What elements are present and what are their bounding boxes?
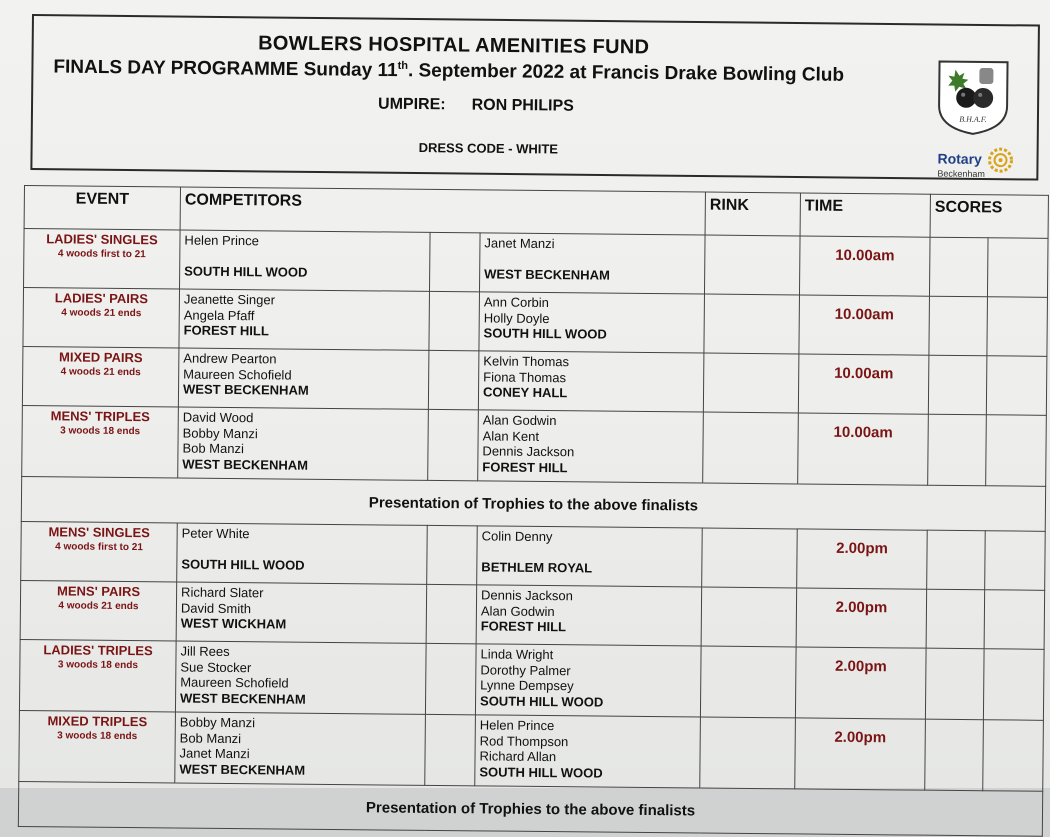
right-competitors [478,351,704,412]
match-row [22,405,1047,486]
time-cell: 10.00am [798,354,929,414]
player-name: Kelvin Thomas [483,353,570,370]
left-club: WEST BECKENHAM [182,381,309,398]
right-competitors [478,410,704,483]
player-name: Dennis Jackson [482,443,575,460]
player-name: Sue Stocker [180,659,252,675]
fund-title: BOWLERS HOSPITAL AMENITIES FUND [258,32,650,59]
right-club: BETHLEM ROYAL [481,558,593,575]
left-club: WEST BECKENHAM [180,690,306,707]
left-club: SOUTH HILL WOOD [181,556,305,573]
event-name: LADIES' PAIRS [54,290,149,307]
left-club: FOREST HILL [183,322,269,339]
rink-cell [704,235,800,295]
event-name: MIXED TRIPLES [47,713,148,730]
event-cell [19,639,176,711]
rotary-name: Rotary [937,150,982,167]
left-competitors [175,641,426,714]
score-left-cell [927,530,986,590]
score-right-cell [986,415,1047,487]
score-left-cell [928,355,987,415]
rink-cell [700,717,796,789]
event-cell [21,521,178,581]
event-format: 4 woods 21 ends [58,600,139,613]
event-format: 3 woods 18 ends [57,730,138,743]
left-competitors [178,348,429,409]
score-right-cell [986,356,1047,416]
rink-cell [704,294,800,354]
left-competitors [179,289,430,350]
match-row [19,639,1044,720]
player-name: David Smith [180,600,252,616]
col-time: TIME [800,193,930,237]
right-club: SOUTH HILL WOOD [480,692,604,710]
time-cell: 2.00pm [795,647,926,719]
event-name: LADIES' SINGLES [46,231,158,248]
left-club: WEST BECKENHAM [182,456,309,473]
player-name: Richard Allan [479,748,557,765]
rotary-place: Beckenham [937,168,985,179]
right-club: WEST BECKENHAM [484,265,610,283]
time-cell: 2.00pm [797,529,928,589]
subtitle-sup: th [397,59,409,72]
player-name: David Wood [182,409,254,426]
player-name: Lynne Dempsey [480,677,574,694]
score-left-cell [926,589,985,649]
player-name: Bobby Manzi [179,714,256,731]
score-left-cell [928,414,987,486]
umpire-label: UMPIRE: [377,95,446,114]
match-row [24,229,1049,298]
spacer-cell [425,714,476,785]
right-competitors [475,715,701,788]
player-name: Holly Doyle [483,309,550,326]
club-crest-logo [933,55,1014,136]
player-name: Helen Prince [479,717,555,734]
event-cell [20,580,177,640]
score-left-cell [925,719,984,791]
event-format: 4 woods 21 ends [61,307,142,320]
time-cell: 10.00am [799,236,930,296]
player-name: Dorothy Palmer [480,661,571,678]
right-club: FOREST HILL [480,618,567,635]
player-name: Angela Pfaff [183,307,255,323]
score-right-cell [987,238,1048,298]
col-event: EVENT [24,186,180,230]
player-name: Maureen Schofield [180,674,289,691]
right-competitors [477,526,703,587]
spacer-cell [428,350,479,409]
player-name: Richard Slater [181,584,264,601]
player-name: Colin Denny [481,528,553,545]
right-competitors [479,292,705,353]
time-cell: 10.00am [798,413,929,485]
left-club: WEST WICKHAM [180,615,287,632]
event-format: 3 woods 18 ends [60,425,141,438]
score-left-cell [929,237,988,297]
match-row [21,521,1046,590]
left-competitors [180,230,431,291]
fixtures-table-wrap [18,185,1048,819]
event-cell [22,346,179,406]
subtitle-pre: FINALS DAY PROGRAMME Sunday 11 [53,56,398,82]
rink-cell [701,587,797,647]
player-name: Janet Manzi [484,235,555,252]
player-name: Rod Thompson [479,732,569,749]
event-name: LADIES' TRIPLES [43,642,153,659]
time-cell: 2.00pm [796,588,927,648]
match-row [20,580,1045,649]
rotary-wheel-icon [987,147,1013,173]
event-cell [19,710,176,782]
spacer-cell [428,409,479,480]
spacer-cell [429,291,480,350]
event-name: MENS' PAIRS [57,583,141,600]
player-name: Andrew Pearton [183,350,277,367]
player-name: Bob Manzi [182,440,244,457]
right-club: SOUTH HILL WOOD [483,325,607,342]
score-right-cell [984,590,1045,650]
left-competitors [176,582,427,643]
left-competitors [175,712,426,785]
crest-lettering: B.H.A.F. [959,114,987,125]
player-name: Jill Rees [180,643,230,659]
umpire-name: RON PHILIPS [471,96,574,115]
event-name: MENS' SINGLES [48,524,150,541]
rink-cell [702,528,798,588]
time-cell: 10.00am [799,295,930,355]
spacer-cell [427,525,478,584]
rink-cell [700,646,796,718]
player-name: Alan Kent [482,427,540,444]
event-format: 4 woods 21 ends [60,366,141,379]
event-cell [22,405,179,477]
score-right-cell [983,720,1044,792]
player-name: Maureen Schofield [183,366,292,383]
col-scores: SCORES [930,194,1048,238]
score-left-cell [925,648,984,720]
right-club: CONEY HALL [482,384,568,401]
right-club: FOREST HILL [482,458,568,475]
left-club: SOUTH HILL WOOD [184,263,308,280]
player-name: Ann Corbin [483,294,550,311]
col-rink: RINK [705,192,800,236]
event-cell [24,229,181,289]
score-left-cell [929,296,988,356]
programme-header [30,14,1040,181]
subtitle-post: . September 2022 at Francis Drake Bowling Club [407,60,845,86]
fixtures-table [18,185,1049,837]
match-row [19,710,1044,791]
player-name: Alan Godwin [480,602,555,619]
player-name: Alan Godwin [482,412,557,429]
event-name: MENS' TRIPLES [50,408,150,425]
player-name: Fiona Thomas [483,368,567,385]
score-right-cell [987,297,1048,357]
left-competitors [177,523,428,584]
player-name: Peter White [181,525,250,542]
match-row [23,288,1048,357]
score-right-cell [985,531,1046,591]
presentation-text-2: Presentation of Trophies to the above finalists [18,781,1042,836]
rotary-logo [937,150,985,178]
event-format: 4 woods first to 21 [57,248,146,261]
spacer-cell [426,584,477,643]
player-name: Helen Prince [184,232,259,249]
left-club: WEST BECKENHAM [179,761,306,778]
spacer-cell [425,643,476,714]
presentation-row-2 [18,781,1042,836]
player-name: Jeanette Singer [183,291,276,308]
left-competitors [178,407,429,480]
dress-code: DRESS CODE - WHITE [418,140,559,157]
player-name: Dennis Jackson [481,587,573,604]
event-format: 3 woods 18 ends [57,659,138,672]
programme-subtitle [53,56,893,87]
player-name: Bobby Manzi [182,425,258,441]
umpire-line [378,96,574,116]
rink-cell [703,412,799,484]
rink-cell [703,353,799,413]
presentation-text: Presentation of Trophies to the above finalists [21,476,1045,531]
score-right-cell [983,649,1044,721]
player-name: Bob Manzi [179,730,242,746]
right-club: SOUTH HILL WOOD [479,763,603,781]
player-name: Linda Wright [480,646,554,663]
spacer-cell [429,232,480,291]
time-cell: 2.00pm [795,718,926,790]
right-competitors [476,585,702,646]
player-name: Janet Manzi [179,745,250,762]
event-format: 4 woods first to 21 [55,541,143,554]
col-competitors: COMPETITORS [180,187,705,235]
match-row [22,346,1047,415]
event-cell [23,288,180,348]
right-competitors [475,644,701,717]
right-competitors [479,233,705,294]
event-name: MIXED PAIRS [58,349,143,366]
